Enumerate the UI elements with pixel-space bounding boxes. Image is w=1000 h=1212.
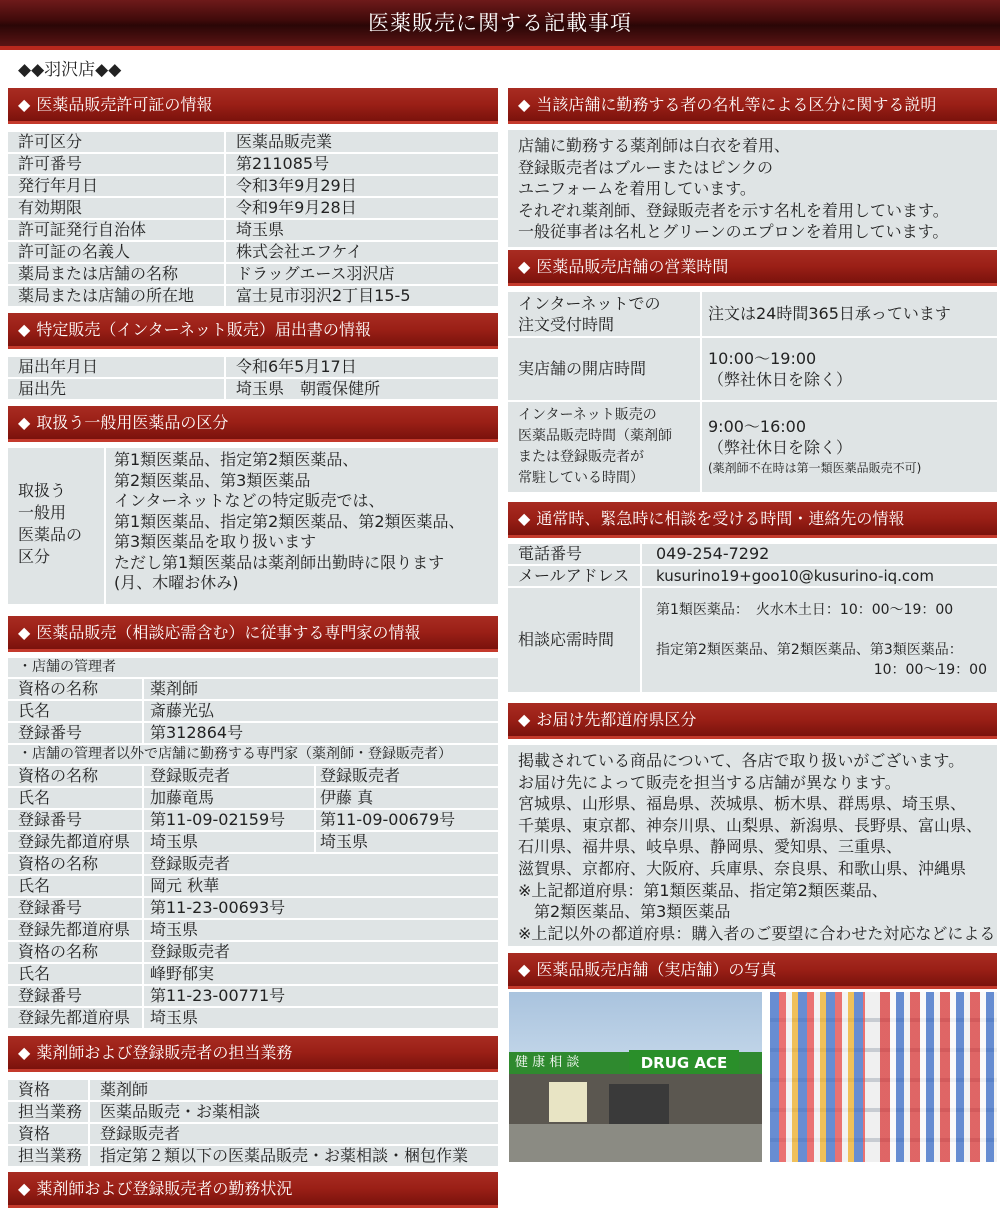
contact-section [508,502,997,694]
parking-lot [509,1124,762,1162]
duty-row [8,1146,498,1166]
field-value: 第211085号 [226,154,498,174]
duty-row [8,1124,498,1144]
field-label: 担当業務 [8,1102,90,1122]
staff-pair-row [8,810,498,830]
staff-row [8,920,498,940]
store-sign-text: 健 康 相 談 [515,1055,580,1070]
nametag-line: それぞれ薬剤師、登録販売者を示す名札を着用しています。 [518,200,949,220]
nametag-line: 登録販売者はブルーまたはピンクの [518,157,774,177]
field-value: 埼玉県 [144,832,316,852]
field-value: 斎藤光弘 [144,701,498,721]
field-value: 令和6年5月17日 [226,357,498,377]
hours-key: インターネット販売の 医薬品販売時間（薬剤師 または登録販売者が 常駐している時間） [508,402,702,492]
field-value: 岡元 秋華 [144,876,498,896]
duties-table [8,1078,498,1168]
field-value: 登録販売者 [144,942,498,962]
product-boxes-left [770,992,865,1162]
field-value: 令和3年9月29日 [226,176,498,196]
license-table [8,130,498,308]
field-label: 氏名 [8,964,144,984]
experts-heading: ◆ 医薬品販売（相談応需含む）に従事する専門家の情報 [8,616,498,652]
hours-row-internet-sales [508,402,997,492]
field-label: 許可証発行自治体 [8,220,226,240]
consult-hours: 第1類医薬品： 火水木土日：10：00～19：00 指定第2類医薬品、第2類医薬品、第3類医薬品： 10：00～19：00 [642,588,997,692]
staff-row [8,964,498,984]
field-label: 登録番号 [8,986,144,1006]
category-label-line: 医薬品の [18,525,83,544]
store-name: ◆◆羽沢店◆◆ [18,60,122,80]
field-value: 埼玉県 [316,832,498,852]
contact-key: 電話番号 [508,544,642,564]
field-value: 第11-23-00693号 [144,898,498,918]
field-value: 薬剤師 [90,1080,498,1100]
field-label: 登録番号 [8,723,144,743]
field-label: 届出年月日 [8,357,226,377]
license-row [8,242,498,262]
field-value: 埼玉県 朝霞保健所 [226,379,498,399]
manager-caption: ・店舗の管理者 [8,658,498,677]
staff-row [8,942,498,962]
contact-row-phone [508,544,997,564]
field-value: 医薬品販売業 [226,132,498,152]
diamond-icon: ◆ [518,960,531,979]
field-value: 薬剤師 [144,679,498,699]
category-line: インターネットなどの特定販売では、 [114,491,385,510]
photos-heading: ◆ 医薬品販売店舗（実店舗）の写真 [508,953,997,989]
contact-row-consult [508,588,997,692]
category-line: 第3類医薬品を取り扱います [114,532,317,551]
license-section [8,88,498,308]
notice-row [8,379,498,399]
hours-value: 注文は24時間365日承っています [702,292,997,336]
field-label: 登録番号 [8,898,144,918]
diamond-icon: ◆ [518,509,531,528]
contact-key: メールアドレス [508,566,642,586]
delivery-line: 掲載されている商品について、各店で取り扱いがございます。 [518,751,965,770]
contact-heading: ◆ 通常時、緊急時に相談を受ける時間・連絡先の情報 [508,502,997,538]
license-row [8,286,498,306]
field-label: 届出先 [8,379,226,399]
field-value: 医薬品販売・お薬相談 [90,1102,498,1122]
nametag-text [508,130,997,247]
duties-section [8,1036,498,1168]
hours-row-store [508,338,997,400]
delivery-line: 滋賀県、京都府、大阪府、兵庫県、奈良県、和歌山県、沖縄県 [518,858,967,878]
field-label: 氏名 [8,788,144,808]
duties-heading: ◆ 薬剤師および登録販売者の担当業務 [8,1036,498,1072]
delivery-line: ※上記以外の都道府県：購入者のご要望に合わせた対応などによる [518,923,996,943]
category-label-line: 区分 [18,547,51,566]
field-value: 第11-09-00679号 [316,810,498,830]
license-row [8,264,498,284]
category-line: 第1類医薬品、指定第2類医薬品、 [114,450,359,469]
diamond-icon: ◆ [18,623,31,642]
field-label: 氏名 [8,701,144,721]
category-label-line: 取扱う [18,481,67,500]
delivery-text [508,745,997,946]
product-boxes-right [880,992,997,1162]
field-value: 第312864号 [144,723,498,743]
field-value: 登録販売者 [144,766,316,786]
duty-row [8,1080,498,1100]
field-label: 資格の名称 [8,766,144,786]
work-status-heading: ◆ 薬剤師および登録販売者の勤務状況 [8,1172,498,1208]
hours-key: 実店舗の開店時間 [508,338,702,400]
field-value: 埼玉県 [144,920,498,940]
license-row [8,176,498,196]
experts-section [8,616,498,1030]
categories-section [8,406,498,604]
contact-row-mail [508,566,997,586]
field-value: 埼玉県 [226,220,498,240]
diamond-icon: ◆ [518,257,531,276]
category-line: 第1類医薬品、指定第2類医薬品、第2類医薬品、 [114,511,465,531]
staff-pair-row [8,766,498,786]
field-label: 氏名 [8,876,144,896]
field-value: ドラッグエース羽沢店 [226,264,498,284]
license-heading: ◆ 医薬品販売許可証の情報 [8,88,498,124]
field-label: 資格の名称 [8,679,144,699]
hours-row-internet-order [508,292,997,336]
manager-row [8,723,498,743]
category-label-line: 一般用 [18,503,67,522]
field-value: 登録販売者 [90,1124,498,1144]
diamond-icon: ◆ [18,413,31,432]
nametag-section [508,88,997,247]
field-value: 令和9年9月28日 [226,198,498,218]
field-label: 許可区分 [8,132,226,152]
diamond-icon: ◆ [518,710,531,729]
internet-notice-section [8,313,498,401]
page-title: 医薬販売に関する記載事項 [0,0,1000,46]
field-value: 峰野郁実 [144,964,498,984]
diamond-icon: ◆ [18,1043,31,1062]
field-label: 担当業務 [8,1146,90,1166]
diamond-icon: ◆ [18,95,31,114]
field-label: 登録先都道府県 [8,1008,144,1028]
staff-row [8,876,498,896]
contact-table [508,542,997,694]
staff-pair-row [8,832,498,852]
internet-notice-heading: ◆ 特定販売（インターネット販売）届出書の情報 [8,313,498,349]
delivery-line: ※上記都道府県：第1類医薬品、指定第2類医薬品、 [518,880,888,900]
store-entrance [609,1084,669,1124]
work-status-section [8,1172,498,1208]
notice-row [8,357,498,377]
field-value: 指定第２類以下の医薬品販売・お薬相談・梱包作業 [90,1146,498,1166]
storefront-photo [509,992,762,1162]
field-value: 株式会社エフケイ [226,242,498,262]
manager-row [8,679,498,699]
nametag-line: 一般従事者は名札とグリーンのエプロンを着用しています。 [518,222,949,241]
license-row [8,220,498,240]
field-value: 登録販売者 [144,854,498,874]
license-row [8,154,498,174]
hours-heading: ◆ 医薬品販売店舗の営業時間 [508,250,997,286]
license-row [8,198,498,218]
title-underline [0,46,1000,50]
field-label: 薬局または店舗の名称 [8,264,226,284]
field-value: 登録販売者 [316,766,498,786]
field-label: 許可証の名義人 [8,242,226,262]
staff-row [8,898,498,918]
categories-heading: ◆ 取扱う一般用医薬品の区分 [8,406,498,442]
field-label: 資格 [8,1124,90,1144]
staff-pair-row [8,788,498,808]
delivery-heading: ◆ お届け先都道府県区分 [508,703,997,739]
delivery-line: 宮城県、山形県、福島県、茨城県、栃木県、群馬県、埼玉県、 [518,794,967,814]
contact-key: 相談応需時間 [508,588,642,692]
category-line: (月、木曜お休み) [114,573,239,592]
hours-key: インターネットでの 注文受付時間 [508,292,702,336]
field-value: 伊藤 真 [316,788,498,808]
field-label: 資格 [8,1080,90,1100]
nametag-heading: ◆ 当該店舗に勤務する者の名札等による区分に関する説明 [508,88,997,124]
manager-row [8,701,498,721]
store-window [549,1082,587,1122]
hours-section [508,250,997,494]
store-logo: DRUG ACE [629,1050,739,1076]
categories-label [8,448,106,604]
hours-value: 9:00～16:00 （弊社休日を除く） (薬剤師不在時は第一類医薬品販売不可) [702,402,997,492]
field-value: 埼玉県 [144,1008,498,1028]
field-label: 登録先都道府県 [8,832,144,852]
delivery-line: 第2類医薬品、第3類医薬品 [518,902,731,922]
email-address[interactable]: kusurino19+goo10@kusurino-iq.com [642,566,997,586]
delivery-line: お届け先によって販売を担当する店舗が異なります。 [518,772,901,792]
internet-notice-table [8,355,498,401]
duty-row [8,1102,498,1122]
field-value: 富士見市羽沢2丁目15-5 [226,286,498,306]
delivery-section [508,703,997,946]
field-value: 加藤竜馬 [144,788,316,808]
license-row [8,132,498,152]
field-label: 資格の名称 [8,942,144,962]
category-line: ただし第1類医薬品は薬剤師出勤時に限ります [114,552,445,572]
categories-text [106,448,498,604]
category-line: 第2類医薬品、第3類医薬品 [114,470,311,490]
others-caption: ・店舗の管理者以外で店舗に勤務する専門家（薬剤師・登録販売者） [8,745,498,764]
photos-section [508,953,997,989]
phone-number[interactable]: 049-254-7292 [642,544,997,564]
field-value: 第11-09-02159号 [144,810,316,830]
categories-box [8,448,498,604]
field-label: 薬局または店舗の所在地 [8,286,226,306]
field-label: 登録番号 [8,810,144,830]
field-label: 登録先都道府県 [8,920,144,940]
diamond-icon: ◆ [18,320,31,339]
field-label: 発行年月日 [8,176,226,196]
hours-table [508,290,997,494]
diamond-icon: ◆ [518,95,531,114]
field-value: 第11-23-00771号 [144,986,498,1006]
field-label: 有効期限 [8,198,226,218]
experts-table [8,656,498,1030]
nametag-line: ユニフォームを着用しています。 [518,179,756,198]
staff-row [8,854,498,874]
nametag-line: 店舗に勤務する薬剤師は白衣を着用、 [518,136,791,155]
field-label: 資格の名称 [8,854,144,874]
delivery-line: 千葉県、東京都、神奈川県、山梨県、新潟県、長野県、富山県、 [518,815,983,835]
staff-row [8,1008,498,1028]
staff-row [8,986,498,1006]
delivery-line: 石川県、福井県、岐阜県、静岡県、愛知県、三重県、 [518,837,903,857]
store-interior-photo [770,992,997,1162]
diamond-icon: ◆ [18,1179,31,1198]
hours-value: 10:00～19:00 （弊社休日を除く） [702,338,997,400]
field-label: 許可番号 [8,154,226,174]
